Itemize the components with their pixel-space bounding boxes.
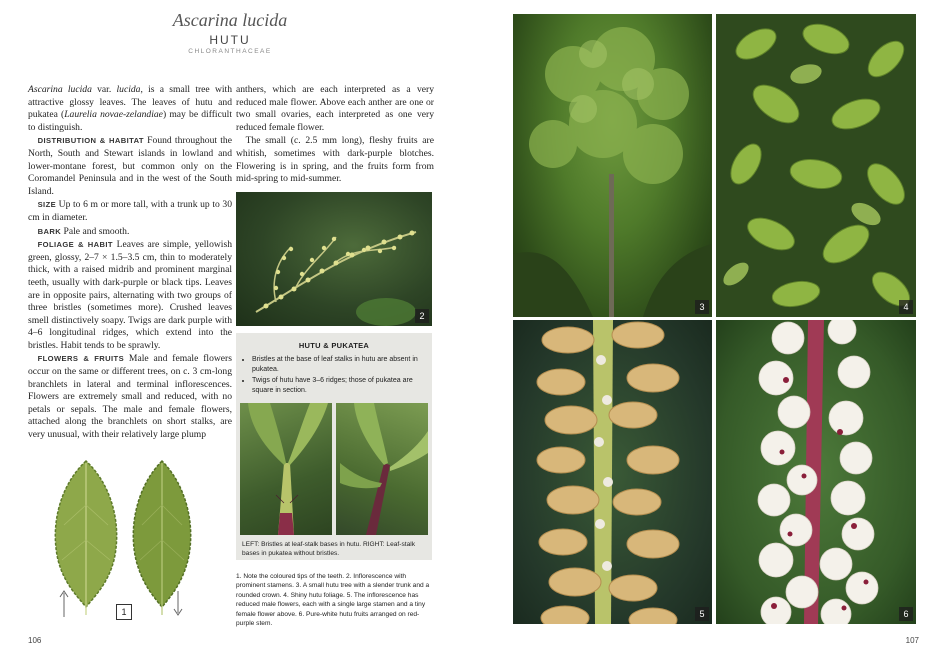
box-caption: LEFT: Bristles at leaf-stalk bases in hutu. RIGHT: Leaf-stalk bases in pukatea without bristles. [242,541,415,557]
leaf-right-drawing [133,461,190,615]
figure-number-2: 2 [415,309,429,323]
box-bullet: • Bristles at the base of leaf stalks in hutu are absent in pukatea. [252,355,434,374]
distribution-paragraph: DISTRIBUTION & HABITAT Found throughout the North, South and Stewart islands in lowland and lower-montane forest, but common only on the Coromandel Peninsula and in the west of the South Island. [28,135,232,197]
foliage-paragraph: FOLIAGE & HABIT Leaves are simple, yellowish green, glossy, 2–7 × 1.5–3.5 cm, thin to moderately thick, with a raised midrib and prominent marginal teeth, usually with dark-purple or black tips. Leaves are in opposite pairs, alternating with two groups of three bristles (sometimes more). Crushed leaves smell distinctively soapy. Twigs are dark purple with 4–6 longitudinal ridges, which extend into the bristles. Habit tends to be sprawly. [28,239,233,351]
photo-hutu-leaf-stalk [240,403,332,535]
fruits-drawing [716,320,916,624]
body-column-left [28,84,232,443]
species-family-name: CHLORANTHACEAE [188,48,272,55]
page-number-left: 106 [28,636,42,645]
box-title: HUTU & PUKATEA [298,341,370,350]
arrow-down-icon [174,591,182,615]
species-latin-name: Ascarina lucida [172,10,288,30]
pukatea-stalk-drawing [336,403,428,535]
size-paragraph: SIZE Up to 6 m or more tall, with a trunk up to 30 cm in diameter. [28,199,232,223]
col2-paragraph-1: anthers, which are each interpreted as a very reduced male flower. Above each anther are one or two small ovaries, each interpreted as one very reduced female flower. [236,84,434,133]
page-number-right: 107 [905,636,919,645]
flower-spike-drawing [513,320,712,624]
col2-paragraph-2: The small (c. 2.5 mm long), fleshy fruits are whitish, sometimes with dark-purple blotches. Flowering is in spring, and the fruits form from mid-spring to mid-summer. [236,135,434,185]
body-column-right [236,84,434,187]
figure-number-3: 3 [695,300,709,314]
photo-white-fruits [716,320,916,624]
figure-captions: 1. Note the coloured tips of the teeth. 2. Inflorescence with prominent stamens. 3. A small hutu tree with a slender trunk and a rounded crown. 4. Shiny hutu foliage. 5. The inflorescence has reduced male flowers, each with a single large stamen and a tiny female flower above. 6. Pure-white hutu fruits arranged on red-purple stem. [236,573,430,628]
flowers-paragraph: FLOWERS & FRUITS Male and female flowers occur on the same or different trees, on c. 3 cm-long branchlets in lateral and terminal inflorescences. Flowers are extremely small and reduced, with no petals or sepals. The male and female flowers, attached along the branchlets on short stalks, are very unusual, with their relatively large plump [28,353,232,441]
figure-number-1: 1 [116,604,132,620]
photo-hutu-tree [513,14,712,317]
photo-inflorescence [236,192,432,326]
hutu-pukatea-box [236,333,432,560]
inflorescence-drawing [236,192,432,326]
arrow-up-icon [60,591,68,617]
hutu-stalk-drawing [240,403,332,535]
photo-pukatea-leaf-stalk [336,403,428,535]
figure-number-5: 5 [695,607,709,621]
bark-paragraph: BARK Pale and smooth. [37,225,130,237]
leaf-illustration [40,455,200,625]
tree-drawing [513,14,712,317]
photo-hutu-foliage [716,14,916,317]
foliage-drawing [716,14,916,317]
intro-paragraph: Ascarina lucida var. lucida, is a small tree with attractive glossy leaves. The leaves of hutu and pukatea (Laurelia novae-zelandiae) may be difficult to distinguish. [28,84,232,133]
box-bullet: • Twigs of hutu have 3–6 ridges; those of pukatea are square in section. [252,376,434,395]
species-common-name: HUTU [209,33,251,47]
figure-number-6: 6 [899,607,913,621]
photo-male-flowers [513,320,712,624]
box-bullet-list [244,355,434,397]
figure-number-4: 4 [899,300,913,314]
